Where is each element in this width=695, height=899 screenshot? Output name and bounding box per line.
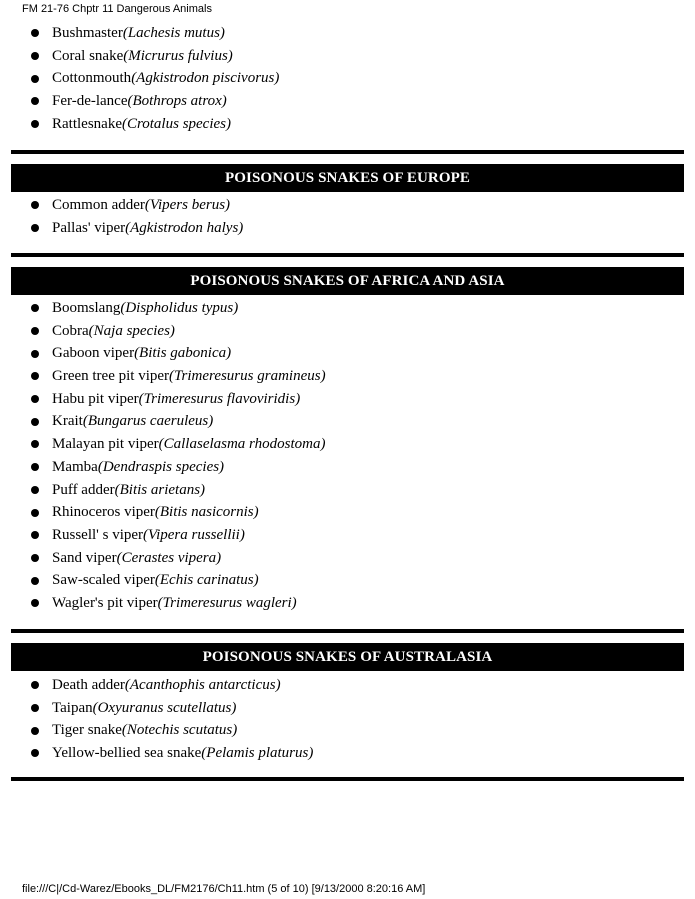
list-item: [30, 433, 326, 456]
bullet-icon: [31, 418, 39, 426]
top-snake-list: [30, 22, 279, 135]
common-name: Tiger snake: [52, 722, 122, 739]
section-divider: [11, 253, 684, 257]
section-divider: [11, 629, 684, 633]
section-divider: [11, 777, 684, 781]
bullet-icon: [31, 727, 39, 735]
list-item: [30, 674, 313, 697]
scientific-name: (Lachesis mutus): [122, 25, 225, 41]
scientific-name: (Pelamis platurus): [201, 745, 314, 762]
bullet-icon: [31, 463, 39, 471]
scientific-name: (Vipera russellii): [143, 526, 245, 543]
common-name: Bushmaster: [52, 25, 123, 41]
bullet-icon: [31, 327, 39, 335]
bullet-icon: [31, 224, 39, 232]
common-name: Rattlesnake: [52, 115, 122, 132]
bullet-icon: [31, 350, 39, 358]
scientific-name: (Dispholidus typus): [120, 300, 239, 316]
common-name: Habu pit viper: [52, 390, 139, 407]
scientific-name: (Bitis arietans): [114, 481, 206, 498]
scientific-name: (Notechis scutatus): [121, 722, 238, 739]
list-item: [30, 524, 326, 547]
list-item: [30, 45, 279, 68]
common-name: Gaboon viper: [52, 345, 135, 362]
common-name: Mamba: [52, 458, 98, 475]
common-name: Yellow-bellied sea snake: [52, 745, 202, 762]
list-item: [30, 67, 279, 90]
list-item: [30, 592, 326, 615]
australasia-snake-list: [30, 674, 313, 765]
list-item: [30, 365, 326, 388]
scientific-name: (Bitis nasicornis): [154, 504, 259, 521]
bullet-icon: [31, 749, 39, 757]
scientific-name: (Echis carinatus): [154, 572, 259, 589]
scientific-name: (Trimeresurus gramineus): [169, 368, 326, 385]
scientific-name: (Micrurus fulvius): [123, 47, 233, 64]
common-name: Krait: [52, 413, 83, 430]
list-item: [30, 719, 313, 742]
scientific-name: (Trimeresurus flavoviridis): [138, 390, 301, 407]
scientific-name: (Agkistrodon piscivorus): [131, 70, 280, 87]
bullet-icon: [31, 29, 39, 37]
list-item: [30, 742, 313, 765]
common-name: Rhinoceros viper: [52, 504, 155, 521]
common-name: Malayan pit viper: [52, 436, 159, 453]
common-name: Wagler's pit viper: [52, 594, 158, 611]
list-item: [30, 342, 326, 365]
bullet-icon: [31, 201, 39, 209]
list-item: [30, 479, 326, 502]
list-item: [30, 547, 326, 570]
list-item: [30, 22, 279, 45]
scientific-name: (Naja species): [88, 322, 175, 339]
list-item: [30, 297, 326, 320]
bullet-icon: [31, 554, 39, 562]
scientific-name: (Callaselasma rhodostoma): [158, 436, 326, 453]
list-item: [30, 90, 279, 113]
common-name: Taipan: [52, 699, 93, 716]
bullet-icon: [31, 97, 39, 105]
bullet-icon: [31, 509, 39, 517]
scientific-name: (Dendraspis species): [97, 458, 225, 475]
bullet-icon: [31, 120, 39, 128]
bullet-icon: [31, 704, 39, 712]
scientific-name: (Vipers berus): [144, 197, 231, 213]
list-item: [30, 410, 326, 433]
bullet-icon: [31, 486, 39, 494]
list-item: [30, 113, 279, 136]
common-name: Fer-de-lance: [52, 93, 128, 110]
bullet-icon: [31, 577, 39, 585]
common-name: Puff adder: [52, 481, 115, 498]
scientific-name: (Oxyuranus scutellatus): [92, 699, 237, 716]
common-name: Cottonmouth: [52, 70, 132, 87]
europe-snake-list: [30, 194, 243, 239]
scientific-name: (Cerastes vipera): [116, 549, 222, 566]
common-name: Pallas' viper: [52, 219, 126, 236]
list-item: [30, 217, 243, 240]
bullet-icon: [31, 395, 39, 403]
common-name: Saw-scaled viper: [52, 572, 155, 589]
africa-asia-snake-list: [30, 297, 326, 615]
page-footer-url: file:///C|/Cd-Warez/Ebooks_DL/FM2176/Ch11.htm (5 of 10) [9/13/2000 8:20:16 AM]: [22, 883, 426, 895]
list-item: [30, 456, 326, 479]
list-item: [30, 569, 326, 592]
bullet-icon: [31, 681, 39, 689]
bullet-icon: [31, 599, 39, 607]
common-name: Cobra: [52, 322, 89, 339]
page-header: FM 21-76 Chptr 11 Dangerous Animals: [22, 3, 212, 15]
section-divider: [11, 150, 684, 154]
bullet-icon: [31, 304, 39, 312]
list-item: [30, 388, 326, 411]
bullet-icon: [31, 75, 39, 83]
scientific-name: (Crotalus species): [121, 115, 231, 132]
list-item: [30, 194, 243, 217]
common-name: Sand viper: [52, 549, 117, 566]
bullet-icon: [31, 52, 39, 60]
common-name: Boomslang: [52, 300, 121, 316]
common-name: Russell' s viper: [52, 526, 144, 543]
common-name: Coral snake: [52, 47, 124, 64]
common-name: Death adder: [52, 677, 125, 693]
scientific-name: (Bitis gabonica): [134, 345, 232, 362]
section-title-africa-asia: POISONOUS SNAKES OF AFRICA AND ASIA: [11, 267, 684, 295]
section-title-australasia: POISONOUS SNAKES OF AUSTRALASIA: [11, 643, 684, 671]
scientific-name: (Trimeresurus wagleri): [157, 594, 297, 611]
section-title-europe: POISONOUS SNAKES OF EUROPE: [11, 164, 684, 192]
bullet-icon: [31, 372, 39, 380]
bullet-icon: [31, 531, 39, 539]
scientific-name: (Bothrops atrox): [127, 93, 227, 110]
scientific-name: (Bungarus caeruleus): [82, 413, 214, 430]
bullet-icon: [31, 440, 39, 448]
common-name: Green tree pit viper: [52, 368, 170, 385]
list-item: [30, 501, 326, 524]
list-item: [30, 697, 313, 720]
list-item: [30, 320, 326, 343]
scientific-name: (Agkistrodon halys): [125, 219, 244, 236]
scientific-name: (Acanthophis antarcticus): [124, 677, 281, 693]
common-name: Common adder: [52, 197, 145, 213]
